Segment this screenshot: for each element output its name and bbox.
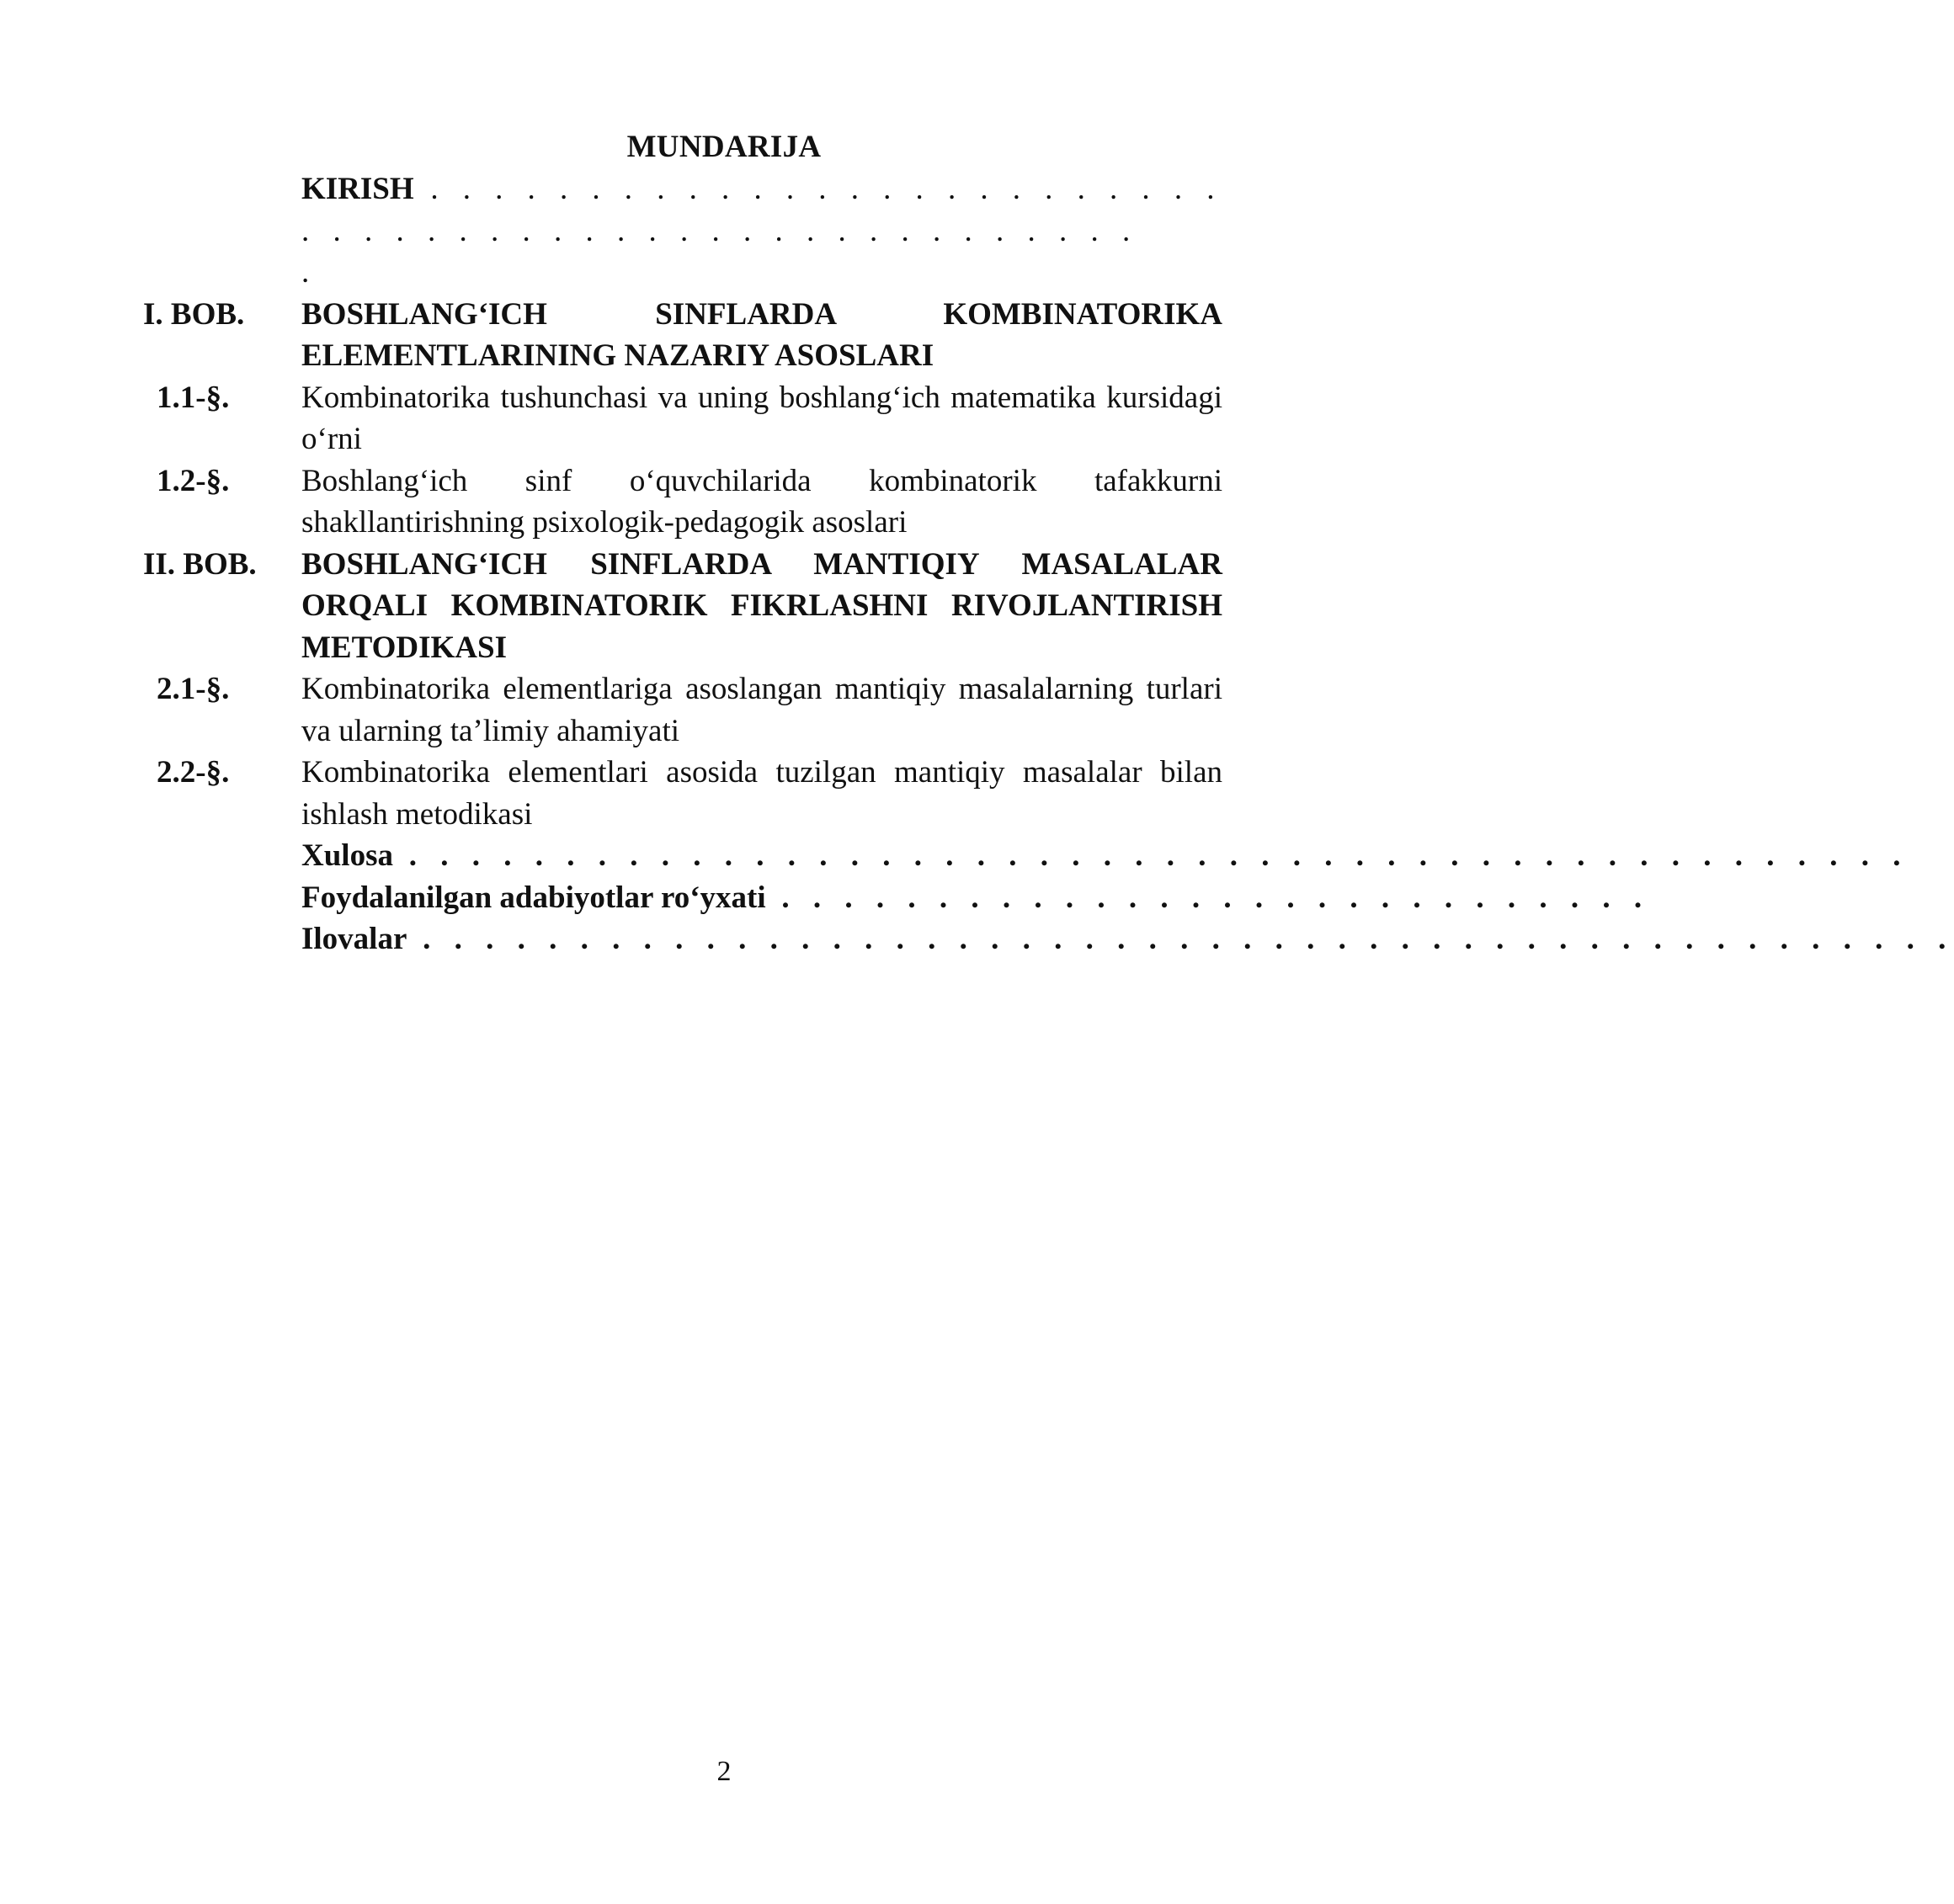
toc-intro-leader: . . . . . . . . . . . . . . . . . . . . . . . . . . . . . . . . . . . . . . . . . . . . . . . . . . . . (301, 172, 1222, 248)
toc-section (143, 460, 1222, 544)
toc-section (143, 377, 1222, 460)
toc-entry-conclusion (143, 835, 1909, 877)
toc-entry-appendices (143, 918, 1954, 960)
toc-entry-appendices-text (301, 918, 1954, 960)
toc-intro-leader-tail: . (301, 255, 310, 290)
toc-section-number: 1.1-§. (157, 380, 230, 415)
page-number: 2 (716, 1756, 732, 1787)
toc-section-title: Kombinatorika elementlariga asoslangan mantiqiy masalalarning turlari va ularning ta’limiy ahamiyati (301, 672, 1222, 748)
toc-entry-conclusion-text (301, 835, 1909, 877)
toc-section (143, 668, 1222, 752)
toc-references-label: Foydalanilgan adabiyotlar ro‘yxati (301, 880, 766, 915)
toc-appendices-leader: . . . . . . . . . . . . . . . . . . . . . . . . . . . . . . . . . . . . . . . . . . . . . . . . . (407, 922, 1954, 956)
toc-section (143, 752, 1222, 835)
toc-conclusion-leader: . . . . . . . . . . . . . . . . . . . . . . . . . . . . . . . . . . . . . . . . . . . . . . . . (392, 838, 1909, 873)
toc-conclusion-label: Xulosa (301, 838, 393, 873)
toc-entry-intro (143, 168, 1222, 294)
toc-chapter-title: BOSHLANG‘ICH SINFLARDA MANTIQIY MASALALAR ORQALI KOMBINATORIK FIKRLASHNI RIVOJLANTIRISH METODIKASI (301, 546, 1222, 665)
toc-intro-label: KIRISH (301, 172, 414, 206)
toc-title: MUNDARIJA (626, 130, 822, 164)
toc-entry-references (143, 877, 1650, 919)
toc-entry-intro-text (301, 168, 1222, 294)
toc-section-number: 2.1-§. (157, 672, 230, 706)
toc-chapter-number: I. BOB. (143, 296, 245, 332)
toc-section-title: Kombinatorika tushunchasi va uning boshlang‘ich matematika kursidagi o‘rni (301, 380, 1222, 456)
toc-entry-references-text (301, 877, 1650, 919)
toc-section-number: 1.2-§. (157, 463, 230, 498)
toc-chapter-number: II. BOB. (143, 546, 257, 582)
toc-section-title: Boshlang‘ich sinf o‘quvchilarida kombinatorik tafakkurni shakllantirishning psixologik-pedagogik asoslari (301, 463, 1222, 540)
toc-chapter-title: BOSHLANG‘ICH SINFLARDA KOMBINATORIKA ELEMENTLARINING NAZARIY ASOSLARI (301, 296, 1222, 373)
toc-section-number: 2.2-§. (157, 755, 230, 790)
toc-references-leader: . . . . . . . . . . . . . . . . . . . . . . . . . . . . (765, 880, 1650, 915)
toc-appendices-label: Ilovalar (301, 922, 407, 956)
toc-chapter (143, 294, 1222, 377)
toc-chapter (143, 544, 1222, 669)
table-of-contents (143, 168, 1954, 960)
toc-section-title: Kombinatorika elementlari asosida tuzilgan mantiqiy masalalar bilan ishlash metodikasi (301, 755, 1222, 832)
